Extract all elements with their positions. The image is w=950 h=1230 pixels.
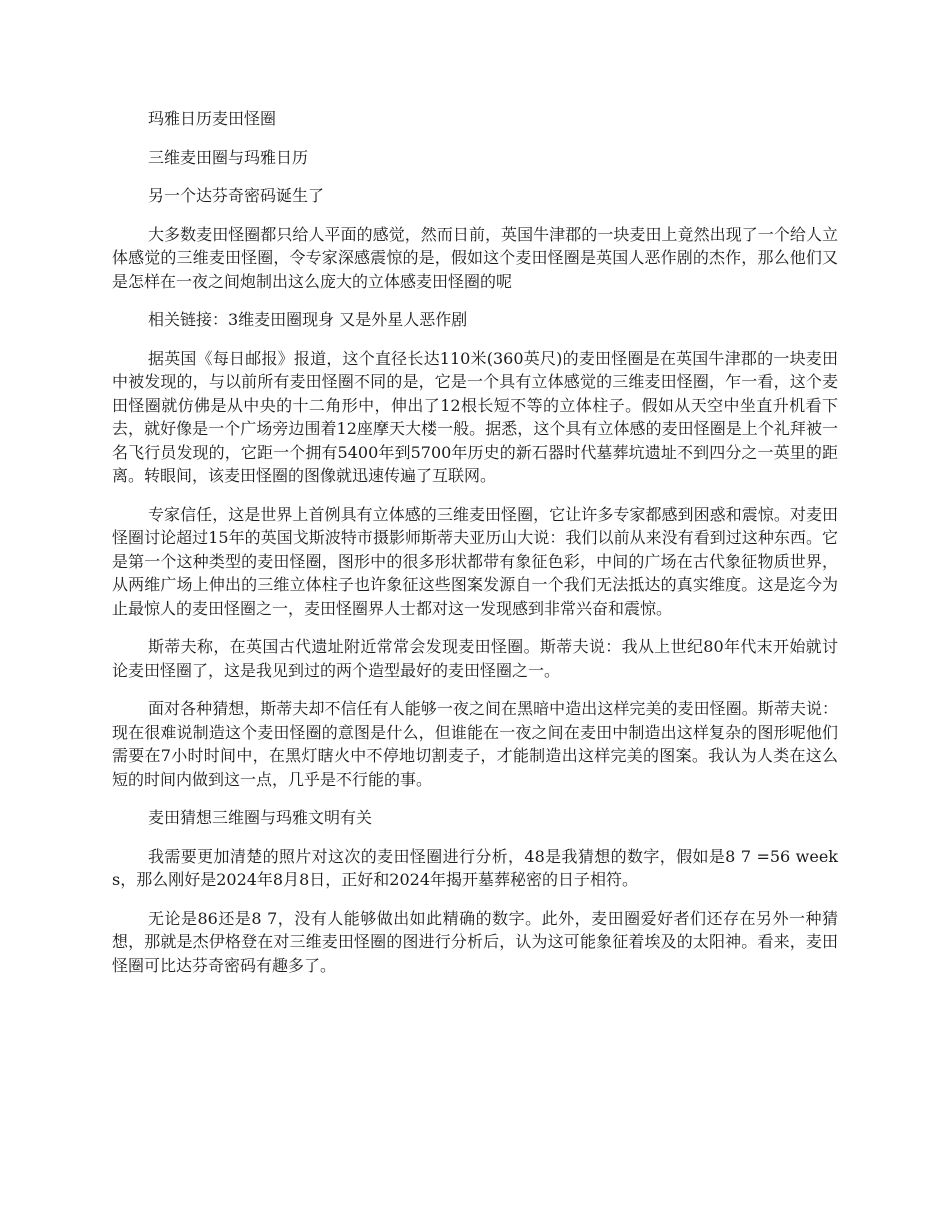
paragraph: 大多数麦田怪圈都只给人平面的感觉，然而日前，英国牛津郡的一块麦田上竟然出现了一个给人立体感觉的三维麦田怪圈，令专家深感震惊的是，假如这个麦田怪圈是英国人恶作剧的杰作，那么他们又是怎样在一夜之间炮制出这么庞大的立体感麦田怪圈的呢: [112, 224, 838, 291]
paragraph: 面对各种猜想，斯蒂夫却不信任有人能够一夜之间在黑暗中造出这样完美的麦田怪圈。斯蒂夫说：现在很难说制造这个麦田怪圈的意图是什么，但谁能在一夜之间在麦田中制造出这样复杂的图形呢他们需要在7小时时间中，在黑灯瞎火中不停地切割麦子，才能制造出这样完美的图案。我认为人类在这么短的时间内做到这一点，几乎是不行能的事。: [112, 699, 838, 789]
paragraph: 据英国《每日邮报》报道，这个直径长达110米(360英尺)的麦田怪圈是在英国牛津郡的一块麦田中被发现的，与以前所有麦田怪圈不同的是，它是一个具有立体感觉的三维麦田怪圈，乍一看，这个麦田怪圈就仿佛是从中央的十二角形中，伸出了12根长短不等的立体柱子。假如从天空中坐直升机看下去，就好像是一个广场旁边围着12座摩天大楼一般。据悉，这个具有立体感的麦田怪圈是上个礼拜被一名飞行员发现的，它距一个拥有5400年到5700年历史的新石器时代墓葬坑遗址不到四分之一英里的距离。转眼间，该麦田怪圈的图像就迅速传遍了互联网。: [112, 348, 838, 485]
subtitle: 三维麦田圈与玛雅日历: [148, 147, 309, 167]
subtitle: 另一个达芬奇密码诞生了: [148, 186, 325, 205]
section-heading: 麦田猜想三维圈与玛雅文明有关: [148, 808, 373, 827]
paragraph: 无论是86还是8 7，没有人能够做出如此精确的数字。此外，麦田圈爱好者们还存在另外一种猜想，那就是杰伊格登在对三维麦田怪圈的图进行分析后，认为这可能象征着埃及的太阳神。看来，麦田怪圈可比达芬奇密码有趣多了。: [112, 908, 838, 975]
paragraph: 斯蒂夫称，在英国古代遗址附近常常会发现麦田怪圈。斯蒂夫说：我从上世纪80年代末开始就讨论麦田怪圈了，这是我见到过的两个造型最好的麦田怪圈之一。: [112, 637, 838, 680]
paragraph: 我需要更加清楚的照片对这次的麦田怪圈进行分析，48是我猜想的数字，假如是8 7 =56 weeks，那么刚好是2024年8月8日，正好和2024年揭开墓葬秘密的日子相符。: [112, 846, 838, 889]
document-title: 玛雅日历麦田怪圈: [148, 109, 277, 128]
related-link-text: 相关链接：3维麦田圈现身 又是外星人恶作剧: [148, 310, 468, 329]
paragraph: 专家信任，这是世界上首例具有立体感的三维麦田怪圈，它让许多专家都感到困惑和震惊。对麦田怪圈讨论超过15年的英国戈斯波特市摄影师斯蒂夫亚历山大说：我们以前从来没有看到过这种东西。它是第一个这种类型的麦田怪圈，图形中的很多形状都带有象征色彩，中间的广场在古代象征物质世界，从两维广场上伸出的三维立体柱子也许象征这些图案发源自一个我们无法抵达的真实维度。这是迄今为止最惊人的麦田怪圈之一，麦田怪圈界人士都对这一发现感到非常兴奋和震惊。: [112, 504, 838, 618]
document-body: [112, 107, 838, 992]
